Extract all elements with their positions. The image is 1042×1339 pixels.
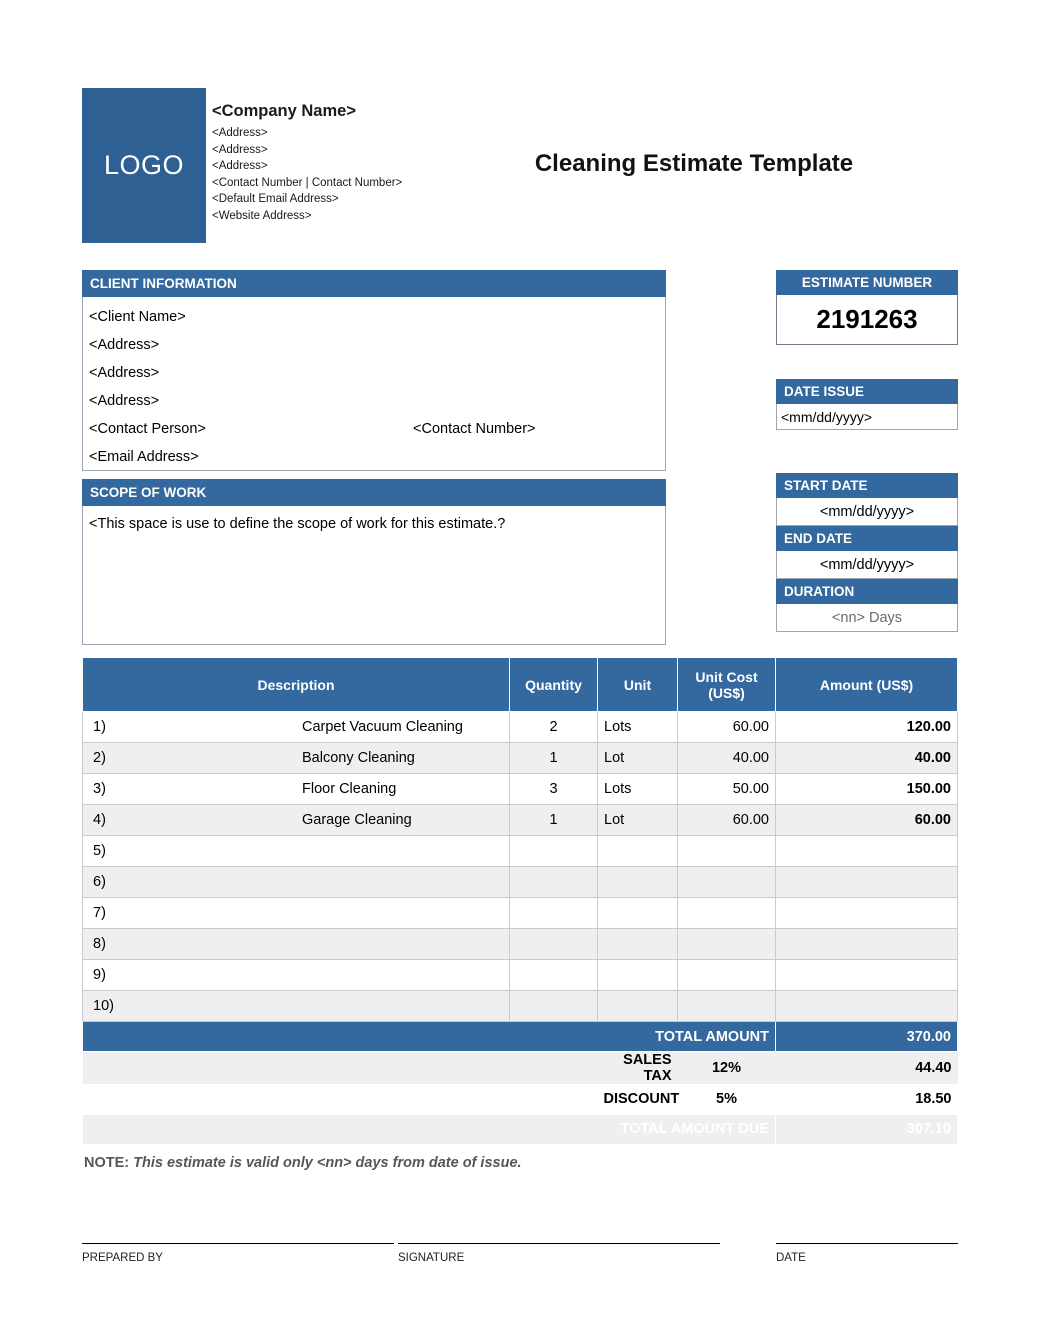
table-row[interactable] xyxy=(83,774,958,805)
row-description[interactable] xyxy=(296,991,510,1022)
signature-label: SIGNATURE xyxy=(398,1252,465,1264)
row-unit[interactable] xyxy=(598,836,678,867)
validity-note xyxy=(84,1155,522,1171)
row-unit[interactable]: Lot xyxy=(598,743,678,774)
row-unit[interactable] xyxy=(598,991,678,1022)
row-description[interactable]: Balcony Cleaning xyxy=(296,743,510,774)
column-header-quantity: Quantity xyxy=(510,658,598,712)
duration-label: DURATION xyxy=(776,579,958,604)
discount-percent[interactable]: 5% xyxy=(678,1084,776,1114)
company-website: <Website Address> xyxy=(212,209,312,222)
client-information-body xyxy=(82,297,666,471)
row-unit-cost[interactable]: 40.00 xyxy=(678,743,776,774)
row-quantity[interactable] xyxy=(510,867,598,898)
row-unit-cost[interactable] xyxy=(678,898,776,929)
row-description[interactable] xyxy=(296,867,510,898)
end-date-label: END DATE xyxy=(776,526,958,551)
estimate-number-label: ESTIMATE NUMBER xyxy=(776,270,958,295)
row-unit[interactable] xyxy=(598,898,678,929)
client-name-field[interactable]: <Client Name> xyxy=(89,309,186,325)
row-quantity[interactable]: 1 xyxy=(510,743,598,774)
table-row[interactable] xyxy=(83,898,958,929)
estimate-meta-panel xyxy=(776,270,958,632)
total-amount-row xyxy=(83,1022,958,1052)
date-label: DATE xyxy=(776,1252,806,1264)
row-index: 3) xyxy=(83,774,297,805)
row-index: 6) xyxy=(83,867,297,898)
scope-of-work-section xyxy=(82,479,666,645)
company-address-line-3: <Address> xyxy=(212,160,268,172)
duration-value[interactable]: <nn> Days xyxy=(776,604,958,632)
row-description[interactable]: Floor Cleaning xyxy=(296,774,510,805)
row-unit[interactable]: Lots xyxy=(598,712,678,743)
table-body xyxy=(83,712,958,1145)
row-description[interactable]: Garage Cleaning xyxy=(296,805,510,836)
start-date-value[interactable]: <mm/dd/yyyy> xyxy=(776,498,958,526)
row-quantity[interactable] xyxy=(510,836,598,867)
date-line xyxy=(776,1243,958,1244)
row-amount: 60.00 xyxy=(776,805,958,836)
document-header xyxy=(82,88,958,248)
row-unit-cost[interactable] xyxy=(678,991,776,1022)
page-title: Cleaning Estimate Template xyxy=(534,150,854,177)
row-unit-cost[interactable] xyxy=(678,867,776,898)
client-email-field[interactable]: <Email Address> xyxy=(89,449,199,465)
row-amount xyxy=(776,867,958,898)
date-issue-value[interactable]: <mm/dd/yyyy> xyxy=(776,404,958,430)
row-index: 10) xyxy=(83,991,297,1022)
scope-of-work-header: SCOPE OF WORK xyxy=(82,479,666,506)
row-unit-cost[interactable] xyxy=(678,929,776,960)
client-address-1-field[interactable]: <Address> xyxy=(89,337,160,353)
scope-of-work-text[interactable]: <This space is use to define the scope of work for this estimate.? xyxy=(82,506,666,645)
row-unit[interactable] xyxy=(598,929,678,960)
row-unit-cost[interactable] xyxy=(678,836,776,867)
row-unit-cost[interactable] xyxy=(678,960,776,991)
row-amount xyxy=(776,898,958,929)
row-amount: 40.00 xyxy=(776,743,958,774)
row-unit-cost[interactable]: 60.00 xyxy=(678,712,776,743)
table-row[interactable] xyxy=(83,929,958,960)
client-address-2-field[interactable]: <Address> xyxy=(89,365,160,381)
company-logo: LOGO xyxy=(82,88,206,243)
sales-tax-percent[interactable]: 12% xyxy=(678,1052,776,1085)
column-header-description: Description xyxy=(83,658,510,712)
row-index: 4) xyxy=(83,805,297,836)
date-issue-label: DATE ISSUE xyxy=(776,379,958,404)
prepared-by-label: PREPARED BY xyxy=(82,1252,163,1264)
client-contact-number-field[interactable]: <Contact Number> xyxy=(413,421,536,437)
table-row[interactable] xyxy=(83,712,958,743)
total-due-value: 307.10 xyxy=(776,1114,958,1144)
column-header-unit-cost: Unit Cost (US$) xyxy=(678,658,776,712)
row-index: 9) xyxy=(83,960,297,991)
discount-row xyxy=(83,1084,958,1114)
company-address-line-2: <Address> xyxy=(212,143,268,156)
row-amount xyxy=(776,991,958,1022)
table-row[interactable] xyxy=(83,743,958,774)
signature-line xyxy=(398,1243,720,1244)
discount-value: 18.50 xyxy=(776,1084,958,1114)
row-description[interactable] xyxy=(296,836,510,867)
row-quantity[interactable]: 3 xyxy=(510,774,598,805)
total-due-row xyxy=(83,1114,958,1144)
prepared-by-line xyxy=(82,1243,394,1244)
table-row[interactable] xyxy=(83,805,958,836)
row-quantity[interactable]: 2 xyxy=(510,712,598,743)
row-amount xyxy=(776,960,958,991)
line-items-table xyxy=(82,657,958,1145)
row-quantity[interactable] xyxy=(510,960,598,991)
row-amount: 150.00 xyxy=(776,774,958,805)
table-row[interactable] xyxy=(83,991,958,1022)
client-information-header: CLIENT INFORMATION xyxy=(82,270,666,297)
row-index: 5) xyxy=(83,836,297,867)
row-description[interactable] xyxy=(296,898,510,929)
client-address-3-field[interactable]: <Address> xyxy=(89,393,160,409)
total-amount-value: 370.00 xyxy=(776,1022,958,1052)
note-text: This estimate is valid only <nn> days from date of issue. xyxy=(133,1155,522,1171)
table-row[interactable] xyxy=(83,836,958,867)
row-description[interactable]: Carpet Vacuum Cleaning xyxy=(296,712,510,743)
total-amount-label: TOTAL AMOUNT xyxy=(83,1022,776,1052)
row-quantity[interactable]: 1 xyxy=(510,805,598,836)
row-amount xyxy=(776,836,958,867)
sales-tax-value: 44.40 xyxy=(776,1052,958,1085)
estimate-number-value[interactable]: 2191263 xyxy=(776,295,958,345)
row-index: 8) xyxy=(83,929,297,960)
note-prefix: NOTE: xyxy=(84,1155,130,1171)
client-contact-row xyxy=(83,415,665,443)
start-date-label: START DATE xyxy=(776,473,958,498)
row-index: 2) xyxy=(83,743,297,774)
column-header-amount: Amount (US$) xyxy=(776,658,958,712)
sales-tax-row xyxy=(83,1052,958,1085)
row-unit[interactable] xyxy=(598,960,678,991)
row-quantity[interactable] xyxy=(510,991,598,1022)
spacer-cell xyxy=(83,1052,598,1085)
column-header-unit: Unit xyxy=(598,658,678,712)
sales-tax-label: SALES TAX xyxy=(598,1052,678,1085)
row-unit[interactable] xyxy=(598,867,678,898)
company-email: <Default Email Address> xyxy=(212,193,339,205)
row-quantity[interactable] xyxy=(510,898,598,929)
row-unit[interactable]: Lot xyxy=(598,805,678,836)
total-due-label: TOTAL AMOUNT DUE xyxy=(83,1114,776,1144)
company-address-line-1: <Address> xyxy=(212,127,268,139)
row-index: 1) xyxy=(83,712,297,743)
row-quantity[interactable] xyxy=(510,929,598,960)
row-unit-cost[interactable]: 60.00 xyxy=(678,805,776,836)
client-information-section xyxy=(82,270,666,471)
end-date-value[interactable]: <mm/dd/yyyy> xyxy=(776,551,958,579)
table-header-row xyxy=(83,658,958,712)
row-description[interactable] xyxy=(296,960,510,991)
row-unit-cost[interactable]: 50.00 xyxy=(678,774,776,805)
client-contact-person-field[interactable]: <Contact Person> xyxy=(89,421,206,437)
row-description[interactable] xyxy=(296,929,510,960)
row-amount xyxy=(776,929,958,960)
company-name: <Company Name> xyxy=(212,102,356,120)
spacer-cell xyxy=(83,1084,598,1114)
row-amount: 120.00 xyxy=(776,712,958,743)
row-index: 7) xyxy=(83,898,297,929)
table-row[interactable] xyxy=(83,867,958,898)
table-row[interactable] xyxy=(83,960,958,991)
company-contact-number: <Contact Number | Contact Number> xyxy=(212,176,403,189)
discount-label: DISCOUNT xyxy=(598,1084,678,1114)
row-unit[interactable]: Lots xyxy=(598,774,678,805)
